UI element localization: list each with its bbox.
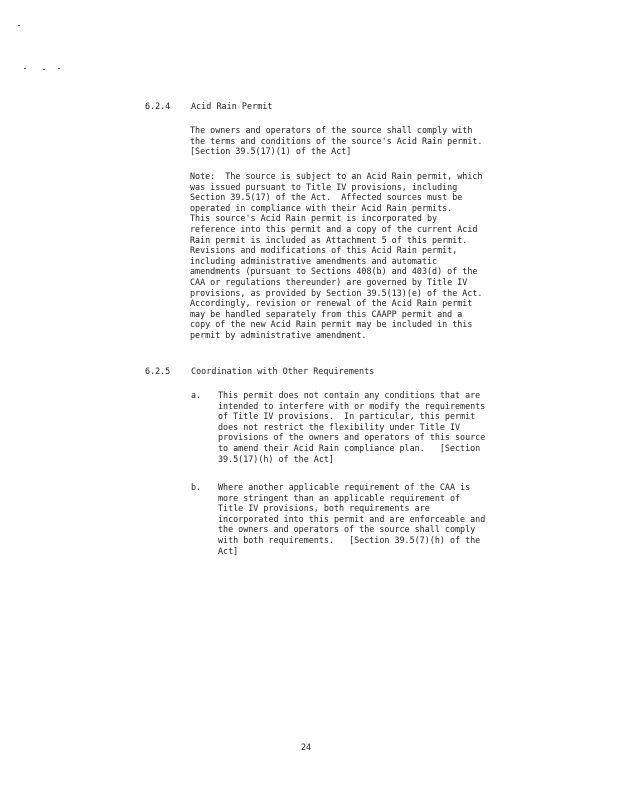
note-line: This source's Acid Rain permit is incorporated by <box>190 213 438 224</box>
item-line: does not restrict the flexibility under Title IV <box>218 421 461 432</box>
note-paragraph <box>190 171 482 341</box>
item-line: intended to interfere with or modify the requirements <box>218 400 486 411</box>
note-line: may be handled separately from this CAAPP permit and a <box>190 308 463 319</box>
note-line: was issued pursuant to Title IV provisions, including <box>190 181 458 192</box>
section-paragraph <box>190 125 482 157</box>
scan-speck <box>24 68 26 69</box>
item-line: more stringent than an applicable requirement of <box>218 492 461 503</box>
item-paragraph <box>218 482 485 556</box>
section-number: 6.2.4 <box>145 101 171 111</box>
paragraph-line: The owners and operators of the source shall comply with <box>190 125 473 135</box>
item-marker: a. <box>191 390 202 400</box>
item-line: incorporated into this permit and are enforceable and <box>218 513 486 524</box>
item-line: provisions of the owners and operators of this source <box>218 432 486 443</box>
note-line: Rain permit is included as Attachment 5 of this permit. <box>190 234 468 245</box>
note-line: amendments (pursuant to Sections 408(b) and 403(d) of the <box>190 266 478 277</box>
note-line: Section 39.5(17) of the Act. Affected sources must be <box>190 192 463 203</box>
section-title: Coordination with Other Requirements <box>191 366 375 376</box>
page-number: 24 <box>301 742 312 752</box>
item-line: This permit does not contain any conditions that are <box>218 390 481 400</box>
item-line: Where another applicable requirement of the CAA is <box>218 482 471 492</box>
note-line: including administrative amendments and automatic <box>190 255 438 266</box>
section-title: Acid Rain Permit <box>191 101 273 111</box>
note-line: provisions, as provided by Section 39.5(13)(e) of the Act. <box>190 287 483 298</box>
note-line: Accordingly, revision or renewal of the Acid Rain permit <box>190 298 473 309</box>
item-line: to amend their Acid Rain compliance plan. [Section <box>218 442 481 453</box>
item-paragraph <box>218 390 485 464</box>
item-line: Act] <box>218 545 239 556</box>
note-line: copy of the new Acid Rain permit may be included in this <box>190 319 473 330</box>
paragraph-line: [Section 39.5(17)(1) of the Act] <box>190 146 352 157</box>
note-line: operated in compliance with their Acid Rain permits. <box>190 202 453 213</box>
scan-speck <box>43 69 45 70</box>
note-line: Note: The source is subject to an Acid Rain permit, which <box>190 171 483 181</box>
item-line: with both requirements. [Section 39.5(7)(h) of the <box>218 534 481 545</box>
note-line: Revisions and modifications of this Acid Rain permit, <box>190 245 458 256</box>
note-line: reference into this permit and a copy of the current Acid <box>190 223 478 234</box>
scan-speck <box>58 68 60 69</box>
item-line: of Title IV provisions. In particular, this permit <box>218 411 476 422</box>
scan-speck <box>18 25 20 26</box>
note-line: permit by administrative amendment. <box>190 329 367 340</box>
item-line: 39.5(17)(h) of the Act] <box>218 453 334 464</box>
item-marker: b. <box>191 482 202 492</box>
item-line: Title IV provisions, both requirements are <box>218 503 430 514</box>
section-number: 6.2.5 <box>145 366 171 376</box>
item-line: the owners and operators of the source shall comply <box>218 524 476 535</box>
paragraph-line: the terms and conditions of the source's Acid Rain permit. <box>190 135 483 146</box>
note-line: CAA or regulations thereunder) are governed by Title IV <box>190 276 468 287</box>
